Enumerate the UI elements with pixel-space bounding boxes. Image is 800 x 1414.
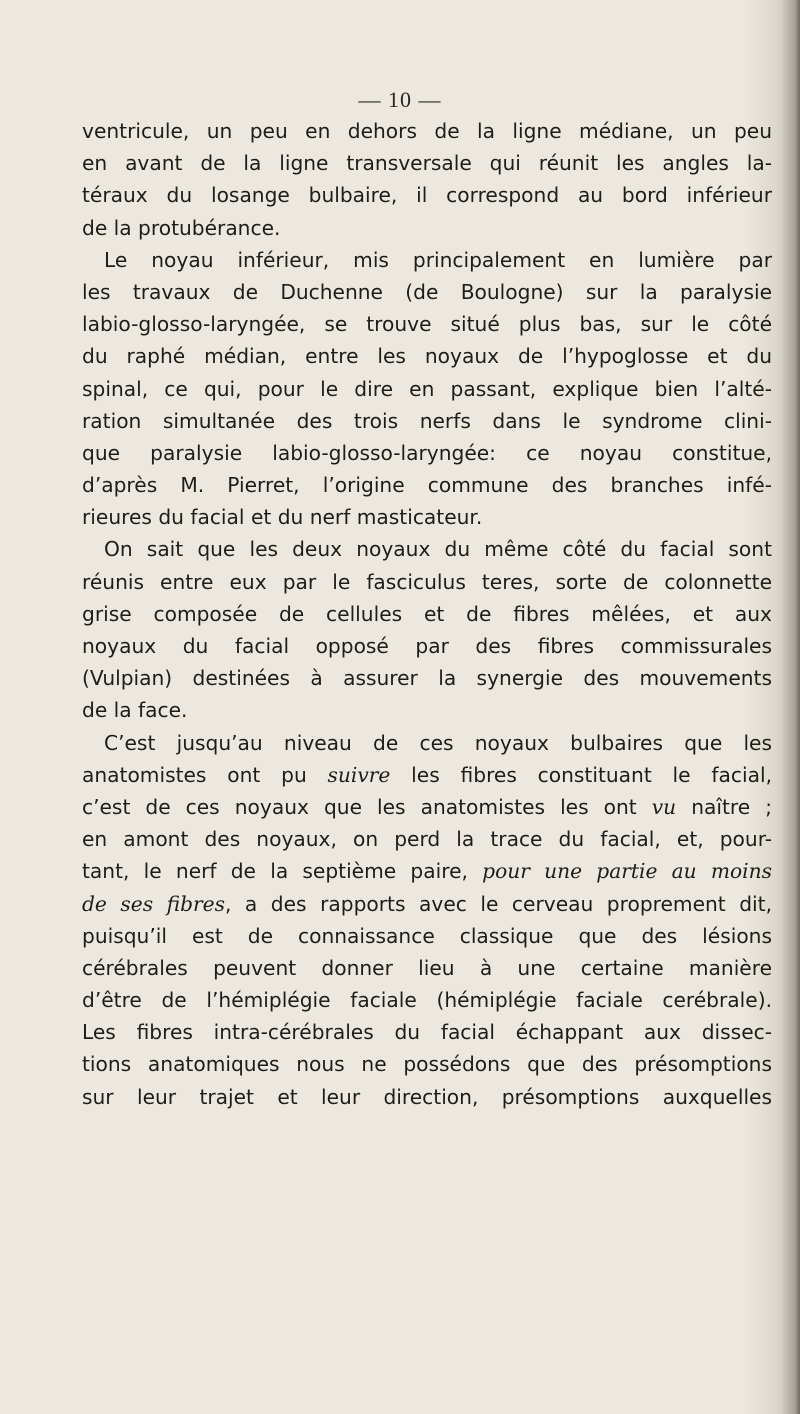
text-line: du raphé médian, entre les noyaux de l’hypoglosse et du — [82, 344, 772, 369]
text-segment: en amont des noyaux, on perd la trace du facial, et, pour- — [82, 827, 772, 852]
text-line: téraux du losange bulbaire, il correspond au bord inférieur — [82, 183, 772, 208]
text-segment: , a des rapports avec le cerveau proprement dit, — [224, 891, 773, 916]
text-line — [82, 1048, 772, 1080]
text-line: de la face. — [82, 698, 188, 723]
text-line: en avant de la ligne transversale qui réunit les angles la- — [82, 151, 772, 176]
text-segment: C’est jusqu’au niveau de ces noyaux bulbaires que les — [104, 730, 772, 755]
text-line: de la protubérance. — [82, 215, 281, 240]
text-segment: puisqu’il est de connaissance classique que des lésions — [82, 923, 772, 948]
text-line — [82, 1081, 772, 1113]
text-line: les travaux de Duchenne (de Boulogne) sur la paralysie — [82, 279, 772, 304]
italic-text: suivre — [327, 762, 391, 787]
text-line — [82, 952, 772, 984]
text-line — [82, 759, 772, 791]
text-line: ration simultanée des trois nerfs dans le syndrome clini- — [82, 408, 772, 433]
text-line: Le noyau inférieur, mis principalement en lumière par — [104, 247, 772, 272]
text-segment: cérébrales peuvent donner lieu à une certaine manière — [82, 955, 772, 980]
text-line: rieures du facial et du nerf masticateur. — [82, 505, 483, 530]
text-segment: les fibres constituant le facial, — [390, 762, 772, 787]
text-line — [82, 920, 772, 952]
text-line: d’après M. Pierret, l’origine commune des branches infé- — [82, 473, 772, 498]
italic-text: vu — [651, 794, 677, 819]
text-line — [82, 984, 772, 1016]
text-segment: Les fibres intra-cérébrales du facial échappant aux dissec- — [82, 1020, 772, 1045]
body-text — [82, 115, 772, 1113]
text-line: ventricule, un peu en dehors de la ligne médiane, un peu — [82, 119, 772, 143]
text-segment: naître ; — [676, 794, 772, 819]
text-segment: tions anatomiques nous ne possédons que des présomptions — [82, 1052, 772, 1077]
text-line: grise composée de cellules et de fibres mêlées, et aux — [82, 601, 772, 626]
text-line — [82, 791, 772, 823]
text-line — [82, 855, 772, 887]
text-segment: c’est de ces noyaux que les anatomistes les ont — [82, 794, 652, 819]
text-line: spinal, ce qui, pour le dire en passant, explique bien l’alté- — [82, 376, 772, 401]
text-line — [82, 823, 772, 855]
italic-text: pour une partie au moins — [482, 859, 773, 884]
page-number: — 10 — — [358, 87, 442, 112]
text-line — [82, 888, 772, 920]
text-line: (Vulpian) destinées à assurer la synergie des mouvements — [82, 666, 772, 691]
text-line: que paralysie labio-glosso-laryngée: ce noyau constitue, — [82, 440, 772, 465]
text-segment: anatomistes ont pu — [82, 762, 328, 787]
text-line: labio-glosso-laryngée, se trouve situé plus bas, sur le côté — [82, 312, 772, 337]
text-segment: sur leur trajet et leur direction, présomptions auxquelles — [82, 1084, 772, 1109]
text-line: noyaux du facial opposé par des fibres commissurales — [82, 634, 772, 658]
text-segment: tant, le nerf de la septième paire, — [82, 859, 483, 884]
italic-text: de ses fibres — [82, 891, 225, 916]
text-segment: d’être de l’hémiplégie faciale (hémiplégie faciale cerébrale). — [82, 988, 772, 1013]
text-line: réunis entre eux par le fasciculus teres, sorte de colonnette — [82, 569, 772, 594]
text-line — [82, 727, 772, 759]
page-edge-shadow — [782, 0, 800, 1414]
text-line: On sait que les deux noyaux du même côté du facial sont — [104, 537, 772, 562]
text-line — [82, 1016, 772, 1048]
